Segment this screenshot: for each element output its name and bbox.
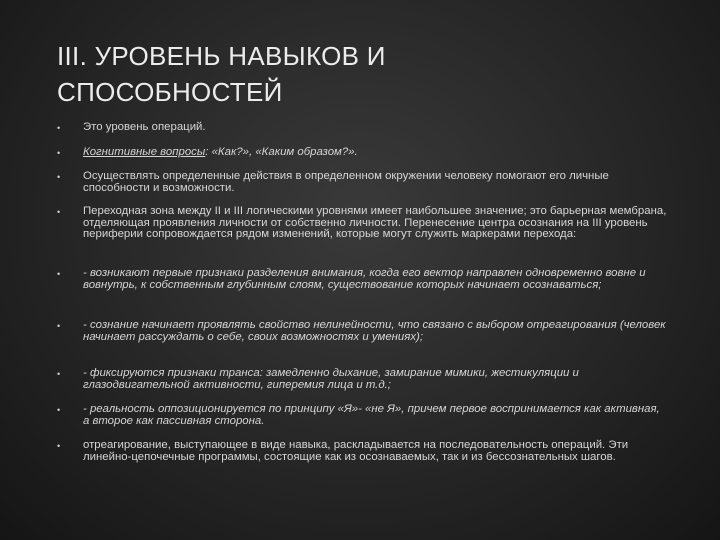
title-line-2: СПОСОБНОСТЕЙ — [57, 77, 283, 107]
bullet-dot: • — [57, 321, 61, 331]
bullet-text: - реальность оппозиционируется по принципу «Я»- «не Я», причем первое воспринимается как активная, а второе как пассивная сторона. — [83, 403, 660, 427]
bullet-dot: • — [57, 405, 61, 415]
bullet-text: - возникают первые признаки разделения внимания, когда его вектор направлен одновременно вовне и вовнутрь, к собственным глубинным слоям, существование которых начинает осознаваться; — [83, 267, 646, 291]
bullet-text: - фиксируются признаки транса: замедленно дыхание, замирание мимики, жестикуляции и глазодвигательной активности, гиперемия лица и т.д.; — [83, 367, 579, 391]
bullet-text: - сознание начинает проявлять свойство нелинейности, что связано с выбором отреагирования (человек начинает рассуждать о себе, своих возможностях и умениях); — [83, 319, 666, 343]
bullet-text: Переходная зона между II и III логическими уровнями имеет наибольшее значение; это барьерная мембрана, отделяющая проявления личности от собственно личности. Перенесение центра осознания на III уровень периферии сопровождается рядом изменений, которые могут служить маркерами перехода: — [83, 205, 667, 240]
bullet-underlined-text: Когнитивные вопросы — [83, 146, 206, 158]
bullet-text: отреагирование, выступающее в виде навыка, раскладывается на последовательность операций. Эти линейно-цепочечные программы, состоящие как из осознаваемых, так и из бессознательных шагов. — [83, 439, 629, 463]
bullet-dot: • — [57, 207, 61, 217]
bullet-dot: • — [57, 369, 61, 379]
bullet-text-rest: : «Как?», «Каким образом?». — [205, 146, 358, 158]
bullet-dot: • — [57, 441, 61, 451]
bullet-text: Это уровень операций. — [83, 121, 206, 133]
bullet-dot: • — [57, 269, 61, 279]
title-line-1: III. УРОВЕНЬ НАВЫКОВ И — [57, 41, 386, 71]
bullet-text — [83, 147, 667, 159]
bullet-dot: • — [57, 148, 61, 158]
bullet-dot: • — [57, 123, 61, 133]
bullet-dot: • — [57, 172, 61, 182]
bullet-text: Осуществлять определенные действия в определенном окружении человеку помогают его личные способности и возможности. — [83, 170, 609, 194]
